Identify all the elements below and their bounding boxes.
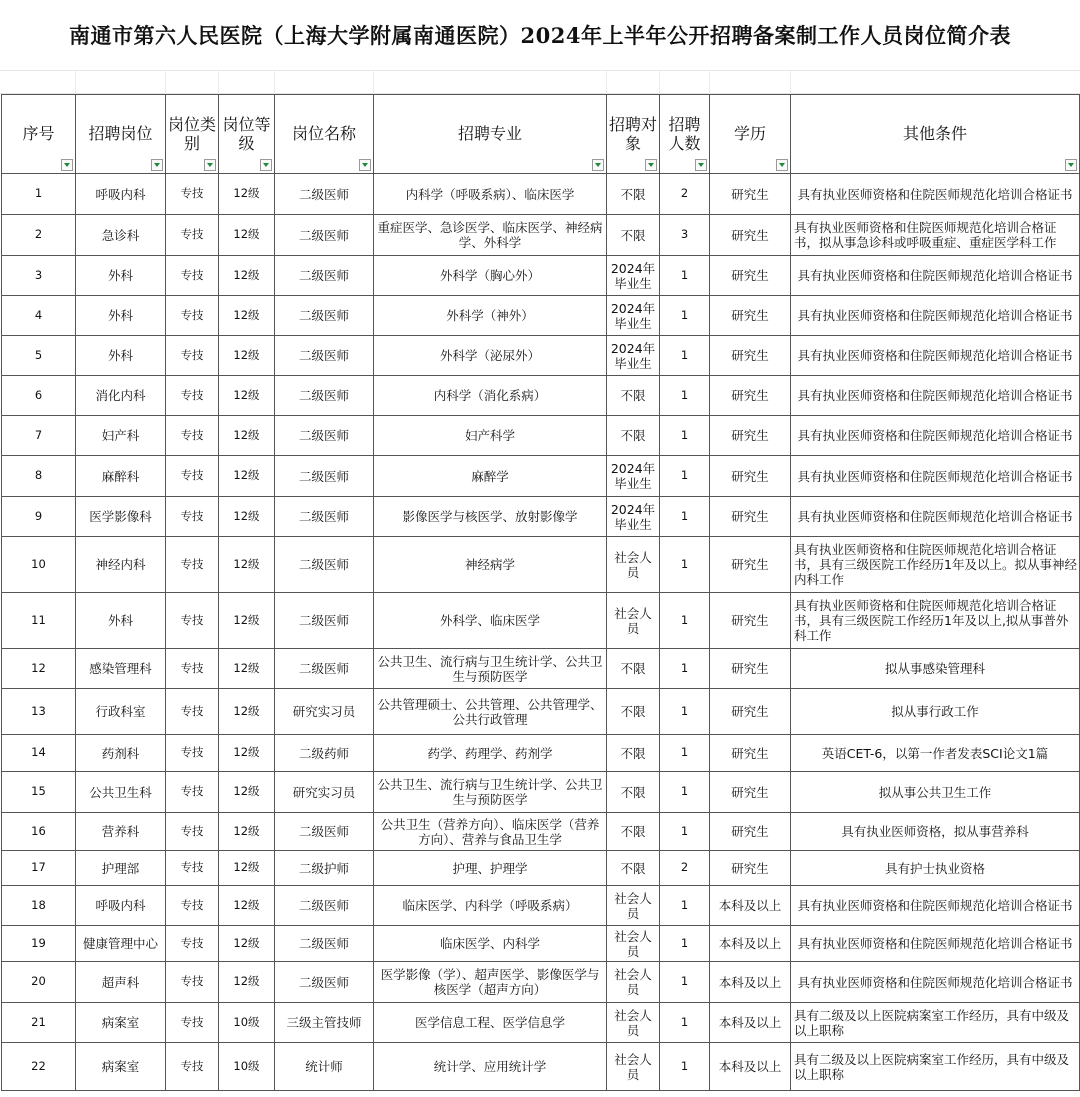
cell-major: 医学信息工程、医学信息学 — [374, 1003, 607, 1043]
cell-count: 1 — [660, 497, 710, 537]
table-row — [2, 215, 1080, 256]
cell-category: 专技 — [166, 456, 219, 497]
cell-level: 12级 — [219, 174, 275, 215]
cell-level: 12级 — [219, 886, 275, 926]
filter-dropdown-icon[interactable] — [61, 159, 73, 171]
cell-conditions: 拟从事感染管理科 — [791, 649, 1080, 689]
cell-target: 社会人员 — [607, 537, 660, 593]
column-header-target: 招聘对象 — [607, 95, 660, 174]
cell-position: 二级医师 — [275, 886, 374, 926]
cell-education: 研究生 — [710, 593, 791, 649]
table-row — [2, 772, 1080, 813]
cell-major: 外科学（神外） — [374, 296, 607, 336]
cell-education: 研究生 — [710, 336, 791, 376]
cell-index: 15 — [2, 772, 76, 813]
cell-position: 二级药师 — [275, 735, 374, 772]
cell-index: 13 — [2, 689, 76, 735]
cell-count: 1 — [660, 886, 710, 926]
cell-conditions: 具有执业医师资格和住院医师规范化培训合格证书 — [791, 296, 1080, 336]
table-row — [2, 813, 1080, 851]
table-row — [2, 416, 1080, 456]
filter-dropdown-icon[interactable] — [645, 159, 657, 171]
cell-conditions: 英语CET-6，以第一作者发表SCI论文1篇 — [791, 735, 1080, 772]
column-header-level: 岗位等级 — [219, 95, 275, 174]
cell-major: 外科学（泌尿外） — [374, 336, 607, 376]
cell-category: 专技 — [166, 593, 219, 649]
filter-dropdown-icon[interactable] — [1065, 159, 1077, 171]
cell-category: 专技 — [166, 376, 219, 416]
cell-target: 不限 — [607, 416, 660, 456]
cell-level: 12级 — [219, 813, 275, 851]
cell-level: 12级 — [219, 296, 275, 336]
cell-category: 专技 — [166, 336, 219, 376]
cell-position: 二级医师 — [275, 593, 374, 649]
cell-conditions: 具有执业医师资格和住院医师规范化培训合格证书，具有三级医院工作经历1年及以上,拟从事普外科工作 — [791, 593, 1080, 649]
cell-category: 专技 — [166, 1043, 219, 1091]
cell-position: 统计师 — [275, 1043, 374, 1091]
cell-count: 1 — [660, 416, 710, 456]
cell-level: 12级 — [219, 336, 275, 376]
cell-count: 1 — [660, 926, 710, 962]
cell-level: 12级 — [219, 376, 275, 416]
cell-index: 4 — [2, 296, 76, 336]
cell-count: 1 — [660, 456, 710, 497]
table-row — [2, 296, 1080, 336]
column-header-count: 招聘人数 — [660, 95, 710, 174]
positions-table — [1, 94, 1080, 1091]
cell-position: 研究实习员 — [275, 772, 374, 813]
cell-conditions: 具有执业医师资格和住院医师规范化培训合格证书 — [791, 376, 1080, 416]
cell-department: 呼吸内科 — [76, 174, 166, 215]
cell-position: 二级医师 — [275, 174, 374, 215]
cell-education: 研究生 — [710, 735, 791, 772]
cell-education: 本科及以上 — [710, 962, 791, 1003]
table-row — [2, 962, 1080, 1003]
filter-dropdown-icon[interactable] — [151, 159, 163, 171]
table-row — [2, 537, 1080, 593]
column-header-position: 岗位名称 — [275, 95, 374, 174]
cell-department: 外科 — [76, 593, 166, 649]
cell-level: 12级 — [219, 926, 275, 962]
cell-conditions: 具有二级及以上医院病案室工作经历，具有中级及以上职称 — [791, 1003, 1080, 1043]
cell-conditions: 具有执业医师资格和住院医师规范化培训合格证书 — [791, 962, 1080, 1003]
cell-count: 3 — [660, 215, 710, 256]
cell-target: 不限 — [607, 813, 660, 851]
table-row — [2, 886, 1080, 926]
cell-category: 专技 — [166, 772, 219, 813]
cell-position: 二级医师 — [275, 456, 374, 497]
cell-conditions: 具有执业医师资格，拟从事营养科 — [791, 813, 1080, 851]
cell-category: 专技 — [166, 851, 219, 886]
cell-category: 专技 — [166, 296, 219, 336]
cell-target: 社会人员 — [607, 926, 660, 962]
table-row — [2, 256, 1080, 296]
cell-department: 消化内科 — [76, 376, 166, 416]
cell-conditions: 具有执业医师资格和住院医师规范化培训合格证书 — [791, 336, 1080, 376]
cell-position: 二级医师 — [275, 497, 374, 537]
cell-target: 2024年毕业生 — [607, 256, 660, 296]
cell-target: 不限 — [607, 215, 660, 256]
cell-index: 21 — [2, 1003, 76, 1043]
cell-position: 二级医师 — [275, 537, 374, 593]
cell-index: 16 — [2, 813, 76, 851]
cell-target: 不限 — [607, 174, 660, 215]
cell-department: 病案室 — [76, 1003, 166, 1043]
cell-major: 公共卫生、流行病与卫生统计学、公共卫生与预防医学 — [374, 772, 607, 813]
cell-education: 研究生 — [710, 416, 791, 456]
cell-target: 2024年毕业生 — [607, 497, 660, 537]
cell-count: 1 — [660, 689, 710, 735]
cell-count: 1 — [660, 593, 710, 649]
cell-level: 12级 — [219, 497, 275, 537]
cell-level: 12级 — [219, 962, 275, 1003]
cell-department: 健康管理中心 — [76, 926, 166, 962]
cell-target: 2024年毕业生 — [607, 456, 660, 497]
cell-department: 急诊科 — [76, 215, 166, 256]
cell-department: 外科 — [76, 296, 166, 336]
cell-target: 不限 — [607, 689, 660, 735]
cell-department: 行政科室 — [76, 689, 166, 735]
column-header-index: 序号 — [2, 95, 76, 174]
cell-category: 专技 — [166, 497, 219, 537]
cell-level: 12级 — [219, 593, 275, 649]
cell-major: 护理、护理学 — [374, 851, 607, 886]
cell-count: 1 — [660, 962, 710, 1003]
cell-education: 研究生 — [710, 497, 791, 537]
cell-education: 研究生 — [710, 376, 791, 416]
cell-position: 二级医师 — [275, 215, 374, 256]
cell-level: 12级 — [219, 772, 275, 813]
cell-count: 1 — [660, 336, 710, 376]
cell-index: 19 — [2, 926, 76, 962]
cell-education: 本科及以上 — [710, 886, 791, 926]
cell-position: 研究实习员 — [275, 689, 374, 735]
cell-conditions: 具有护士执业资格 — [791, 851, 1080, 886]
cell-department: 外科 — [76, 336, 166, 376]
cell-conditions: 具有执业医师资格和住院医师规范化培训合格证书，具有三级医院工作经历1年及以上。拟从事神经内科工作 — [791, 537, 1080, 593]
cell-index: 11 — [2, 593, 76, 649]
cell-major: 公共卫生（营养方向）、临床医学（营养方向）、营养与食品卫生学 — [374, 813, 607, 851]
cell-category: 专技 — [166, 174, 219, 215]
cell-level: 12级 — [219, 851, 275, 886]
cell-major: 内科学（消化系病） — [374, 376, 607, 416]
cell-education: 研究生 — [710, 174, 791, 215]
filter-dropdown-icon[interactable] — [592, 159, 604, 171]
cell-index: 10 — [2, 537, 76, 593]
cell-education: 研究生 — [710, 256, 791, 296]
cell-department: 公共卫生科 — [76, 772, 166, 813]
cell-conditions: 拟从事行政工作 — [791, 689, 1080, 735]
filter-dropdown-icon[interactable] — [359, 159, 371, 171]
cell-index: 2 — [2, 215, 76, 256]
table-row — [2, 1043, 1080, 1091]
cell-position: 二级医师 — [275, 416, 374, 456]
cell-position: 二级医师 — [275, 336, 374, 376]
cell-department: 超声科 — [76, 962, 166, 1003]
cell-department: 神经内科 — [76, 537, 166, 593]
cell-index: 12 — [2, 649, 76, 689]
cell-conditions: 具有执业医师资格和住院医师规范化培训合格证书 — [791, 497, 1080, 537]
cell-index: 7 — [2, 416, 76, 456]
cell-target: 社会人员 — [607, 593, 660, 649]
cell-conditions: 拟从事公共卫生工作 — [791, 772, 1080, 813]
cell-education: 研究生 — [710, 813, 791, 851]
cell-index: 9 — [2, 497, 76, 537]
cell-conditions: 具有执业医师资格和住院医师规范化培训合格证书 — [791, 174, 1080, 215]
table-row — [2, 689, 1080, 735]
column-header-conditions: 其他条件 — [791, 95, 1080, 174]
filter-dropdown-icon[interactable] — [260, 159, 272, 171]
table-row — [2, 336, 1080, 376]
cell-level: 12级 — [219, 537, 275, 593]
cell-index: 14 — [2, 735, 76, 772]
cell-conditions: 具有执业医师资格和住院医师规范化培训合格证书 — [791, 926, 1080, 962]
cell-level: 12级 — [219, 215, 275, 256]
cell-department: 妇产科 — [76, 416, 166, 456]
cell-education: 研究生 — [710, 456, 791, 497]
cell-level: 10级 — [219, 1043, 275, 1091]
cell-target: 社会人员 — [607, 886, 660, 926]
cell-conditions: 具有二级及以上医院病案室工作经历，具有中级及以上职称 — [791, 1043, 1080, 1091]
cell-major: 妇产科学 — [374, 416, 607, 456]
table-row — [2, 497, 1080, 537]
cell-department: 护理部 — [76, 851, 166, 886]
cell-major: 内科学（呼吸系病）、临床医学 — [374, 174, 607, 215]
cell-major: 外科学、临床医学 — [374, 593, 607, 649]
cell-department: 医学影像科 — [76, 497, 166, 537]
cell-target: 不限 — [607, 649, 660, 689]
filter-dropdown-icon[interactable] — [776, 159, 788, 171]
cell-count: 1 — [660, 1003, 710, 1043]
cell-major: 临床医学、内科学 — [374, 926, 607, 962]
cell-education: 研究生 — [710, 537, 791, 593]
cell-category: 专技 — [166, 416, 219, 456]
cell-department: 呼吸内科 — [76, 886, 166, 926]
table-row — [2, 376, 1080, 416]
cell-category: 专技 — [166, 886, 219, 926]
cell-level: 12级 — [219, 735, 275, 772]
cell-education: 本科及以上 — [710, 1043, 791, 1091]
cell-target: 不限 — [607, 735, 660, 772]
cell-department: 麻醉科 — [76, 456, 166, 497]
cell-index: 6 — [2, 376, 76, 416]
column-header-department: 招聘岗位 — [76, 95, 166, 174]
column-header-education: 学历 — [710, 95, 791, 174]
cell-major: 麻醉学 — [374, 456, 607, 497]
cell-major: 临床医学、内科学（呼吸系病） — [374, 886, 607, 926]
cell-category: 专技 — [166, 813, 219, 851]
cell-major: 影像医学与核医学、放射影像学 — [374, 497, 607, 537]
cell-index: 5 — [2, 336, 76, 376]
cell-major: 重症医学、急诊医学、临床医学、神经病学、外科学 — [374, 215, 607, 256]
cell-count: 1 — [660, 649, 710, 689]
cell-position: 二级护师 — [275, 851, 374, 886]
table-row — [2, 926, 1080, 962]
cell-category: 专技 — [166, 256, 219, 296]
cell-education: 研究生 — [710, 649, 791, 689]
cell-level: 12级 — [219, 456, 275, 497]
table-row — [2, 593, 1080, 649]
cell-index: 18 — [2, 886, 76, 926]
cell-major: 公共管理硕士、公共管理、公共管理学、公共行政管理 — [374, 689, 607, 735]
cell-index: 20 — [2, 962, 76, 1003]
cell-count: 1 — [660, 537, 710, 593]
cell-target: 社会人员 — [607, 962, 660, 1003]
cell-category: 专技 — [166, 689, 219, 735]
cell-level: 10级 — [219, 1003, 275, 1043]
cell-major: 外科学（胸心外） — [374, 256, 607, 296]
cell-conditions: 具有执业医师资格和住院医师规范化培训合格证书 — [791, 886, 1080, 926]
cell-count: 1 — [660, 256, 710, 296]
cell-count: 1 — [660, 376, 710, 416]
cell-category: 专技 — [166, 735, 219, 772]
cell-education: 研究生 — [710, 851, 791, 886]
cell-category: 专技 — [166, 649, 219, 689]
cell-target: 社会人员 — [607, 1043, 660, 1091]
cell-index: 17 — [2, 851, 76, 886]
cell-department: 营养科 — [76, 813, 166, 851]
table-row — [2, 851, 1080, 886]
cell-category: 专技 — [166, 962, 219, 1003]
cell-count: 1 — [660, 813, 710, 851]
cell-position: 二级医师 — [275, 813, 374, 851]
cell-department: 感染管理科 — [76, 649, 166, 689]
cell-major: 公共卫生、流行病与卫生统计学、公共卫生与预防医学 — [374, 649, 607, 689]
cell-count: 2 — [660, 174, 710, 215]
cell-major: 医学影像（学）、超声医学、影像医学与核医学（超声方向） — [374, 962, 607, 1003]
cell-position: 二级医师 — [275, 649, 374, 689]
cell-count: 1 — [660, 772, 710, 813]
cell-major: 神经病学 — [374, 537, 607, 593]
table-row — [2, 174, 1080, 215]
cell-department: 病案室 — [76, 1043, 166, 1091]
cell-level: 12级 — [219, 649, 275, 689]
cell-position: 二级医师 — [275, 256, 374, 296]
spreadsheet-spacer-row — [0, 70, 1080, 94]
cell-position: 二级医师 — [275, 962, 374, 1003]
cell-department: 外科 — [76, 256, 166, 296]
cell-level: 12级 — [219, 689, 275, 735]
cell-target: 不限 — [607, 851, 660, 886]
cell-target: 2024年毕业生 — [607, 336, 660, 376]
cell-position: 三级主管技师 — [275, 1003, 374, 1043]
cell-education: 研究生 — [710, 296, 791, 336]
cell-category: 专技 — [166, 926, 219, 962]
cell-target: 不限 — [607, 376, 660, 416]
cell-education: 本科及以上 — [710, 926, 791, 962]
cell-index: 1 — [2, 174, 76, 215]
header-row — [2, 95, 1080, 174]
cell-education: 研究生 — [710, 215, 791, 256]
cell-count: 1 — [660, 1043, 710, 1091]
filter-dropdown-icon[interactable] — [695, 159, 707, 171]
table-row — [2, 1003, 1080, 1043]
cell-position: 二级医师 — [275, 376, 374, 416]
cell-category: 专技 — [166, 1003, 219, 1043]
column-header-major: 招聘专业 — [374, 95, 607, 174]
cell-count: 1 — [660, 296, 710, 336]
column-header-category: 岗位类别 — [166, 95, 219, 174]
cell-category: 专技 — [166, 537, 219, 593]
cell-conditions: 具有执业医师资格和住院医师规范化培训合格证书 — [791, 416, 1080, 456]
cell-position: 二级医师 — [275, 926, 374, 962]
table-row — [2, 735, 1080, 772]
cell-department: 药剂科 — [76, 735, 166, 772]
cell-conditions: 具有执业医师资格和住院医师规范化培训合格证书 — [791, 256, 1080, 296]
cell-category: 专技 — [166, 215, 219, 256]
cell-count: 1 — [660, 735, 710, 772]
cell-education: 研究生 — [710, 689, 791, 735]
cell-index: 8 — [2, 456, 76, 497]
cell-position: 二级医师 — [275, 296, 374, 336]
cell-level: 12级 — [219, 256, 275, 296]
cell-count: 2 — [660, 851, 710, 886]
page-title: 南通市第六人民医院（上海大学附属南通医院）2024年上半年公开招聘备案制工作人员岗位简介表 — [69, 23, 1011, 48]
cell-conditions: 具有执业医师资格和住院医师规范化培训合格证书，拟从事急诊科或呼吸重症、重症医学科工作 — [791, 215, 1080, 256]
cell-index: 3 — [2, 256, 76, 296]
cell-target: 2024年毕业生 — [607, 296, 660, 336]
filter-dropdown-icon[interactable] — [204, 159, 216, 171]
cell-target: 社会人员 — [607, 1003, 660, 1043]
cell-target: 不限 — [607, 772, 660, 813]
cell-conditions: 具有执业医师资格和住院医师规范化培训合格证书 — [791, 456, 1080, 497]
cell-index: 22 — [2, 1043, 76, 1091]
cell-education: 研究生 — [710, 772, 791, 813]
cell-major: 药学、药理学、药剂学 — [374, 735, 607, 772]
cell-major: 统计学、应用统计学 — [374, 1043, 607, 1091]
cell-education: 本科及以上 — [710, 1003, 791, 1043]
table-row — [2, 456, 1080, 497]
table-row — [2, 649, 1080, 689]
cell-level: 12级 — [219, 416, 275, 456]
